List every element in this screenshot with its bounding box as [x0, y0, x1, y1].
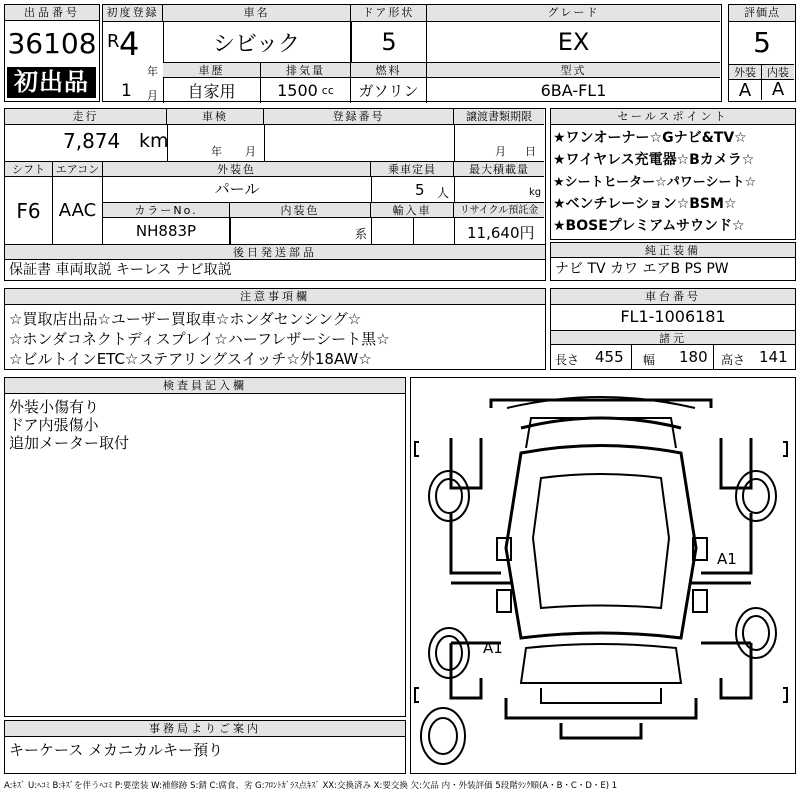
max-load-label: 最大積載量: [454, 161, 544, 177]
registration-month: 1: [121, 81, 132, 101]
later-parts-text: 保証書 車両取説 キーレス ナビ取説: [9, 262, 232, 278]
model-code-label: 型式: [427, 62, 720, 78]
exterior-label: 外装: [729, 64, 762, 80]
vehicle-name: シビック: [163, 22, 351, 62]
mileage-label: 走行: [5, 109, 167, 125]
recycle-fee-unit: 円: [519, 224, 535, 242]
standard-equipment-block: [550, 242, 796, 281]
height-label: 高さ: [721, 353, 746, 367]
interior-color-suffix: 系: [355, 227, 368, 241]
interior-color-label: 内装色: [230, 202, 371, 218]
chassis-label: 車台番号: [551, 289, 795, 305]
registration-era: R: [107, 31, 120, 52]
damage-diagram: [410, 377, 796, 774]
notes-line-2: ☆ホンダコネクトディスプレイ☆ハーフレザーシート黒☆: [9, 330, 390, 348]
fuel-label: 燃料: [351, 62, 427, 78]
divider: [413, 218, 414, 244]
inspector-line-3: 追加メーター取付: [9, 434, 130, 452]
registration-year: 4: [119, 25, 140, 63]
vehicle-info-table: [102, 4, 722, 102]
capacity-value: 5: [415, 181, 425, 199]
registration-year-unit: 年: [147, 65, 158, 78]
transfer-month-unit: 月: [495, 145, 506, 158]
notes-label: 注意事項欄: [5, 289, 545, 305]
width-value: 180: [679, 348, 708, 366]
standard-equipment-label: 純正装備: [551, 243, 795, 258]
recycle-label: リサイクル預託金: [454, 202, 544, 218]
recycle-fee: [467, 222, 535, 243]
doors-label: ドア形状: [351, 5, 427, 22]
shift-value: F6: [5, 177, 53, 244]
inspection-label: 車検: [167, 109, 264, 125]
interior-grade: A: [771, 79, 785, 100]
shift-label: シフト: [5, 161, 53, 177]
car-diagram-svg: [411, 378, 794, 772]
interior-label: 内装: [762, 64, 794, 80]
standard-equipment-text: ナビ TV カワ エアB PS PW: [555, 261, 729, 277]
exterior-color-value: パール: [214, 180, 260, 198]
sales-point-2: ★ワイヤレス充電器☆Bカメラ☆: [553, 152, 755, 168]
office-text: キーケース メカニカルキー預り: [9, 741, 224, 759]
length-value: 455: [595, 348, 624, 366]
width-label: 幅: [643, 353, 656, 367]
lot-block: [4, 4, 100, 102]
divider: [230, 218, 231, 244]
damage-mark-left-rear: A1: [483, 639, 503, 657]
details-table: [4, 108, 546, 281]
office-label: 事務局よりご案内: [5, 721, 405, 737]
sales-points-label: セールスポイント: [551, 109, 795, 125]
chassis-number: FL1-1006181: [620, 307, 726, 326]
sales-points-block: [550, 108, 796, 240]
inspector-block: [4, 377, 406, 717]
usage-value: 自家用: [163, 78, 261, 103]
transfer-deadline-label: 譲渡書類期限: [454, 109, 544, 125]
plate-label: 登録番号: [264, 109, 454, 125]
exterior-grade: A: [729, 80, 762, 100]
displacement-cell: [261, 78, 351, 103]
length-label: 長さ: [555, 353, 580, 367]
import-label: 輸入車: [371, 202, 454, 218]
fuel-value: ガソリン: [351, 78, 427, 103]
capacity-unit: 人: [437, 186, 450, 200]
damage-mark-right-door: A1: [717, 550, 737, 568]
divider: [264, 125, 265, 161]
doors-value: 5: [351, 22, 427, 62]
color-no-value: NH883P: [103, 218, 230, 244]
displacement-label: 排気量: [261, 62, 351, 78]
later-parts-label: 後日発送部品: [5, 244, 545, 260]
color-no-label: カラーNo.: [103, 202, 230, 218]
registration-month-unit: 月: [147, 89, 158, 102]
displacement-value: 1500: [277, 81, 318, 100]
mileage-value: 7,874: [63, 129, 121, 153]
divider: [713, 345, 714, 369]
transfer-day-unit: 日: [525, 145, 536, 158]
sales-point-5: ★BOSEプレミアムサウンド☆: [553, 218, 745, 234]
notes-line-1: ☆買取店出品☆ユーザー買取車☆ホンダセンシング☆: [9, 310, 362, 328]
divider: [454, 125, 455, 161]
height-value: 141: [759, 348, 788, 366]
chassis-block: [550, 288, 796, 370]
evaluation-block: [728, 4, 796, 102]
score-label: 評価点: [729, 5, 795, 22]
inspector-label: 検査員記入欄: [5, 378, 405, 394]
grade-value: EX: [557, 28, 590, 56]
capacity-label: 乗車定員: [371, 161, 454, 177]
divider: [631, 345, 632, 369]
mileage-unit: km: [139, 130, 169, 152]
first-listing-badge: 初出品: [7, 67, 96, 98]
lot-label: 出品番号: [5, 5, 99, 21]
sales-point-4: ★ベンチレーション☆BSM☆: [553, 196, 737, 212]
model-code-value: 6BA-FL1: [540, 81, 607, 100]
displacement-unit: cc: [321, 84, 334, 97]
divider: [167, 125, 168, 161]
notes-block: [4, 288, 546, 370]
max-load-unit: kg: [529, 187, 542, 198]
inspector-line-2: ドア内張傷小: [9, 416, 99, 434]
inspection-year-unit: 年: [211, 145, 222, 158]
sales-point-3: ★シートヒーター☆パワーシート☆: [553, 175, 757, 190]
dimensions-label: 諸元: [551, 330, 795, 345]
sales-point-1: ★ワンオーナー☆Gナビ&TV☆: [553, 130, 747, 146]
aircon-label: エアコン: [53, 161, 103, 177]
legend-text: A:ｷｽﾞ U:ﾍｺﾐ B:ｷｽﾞを伴うﾍｺﾐ P:要塗装 W:補修跡 S:錆 C:腐食、劣 G:ﾌﾛﾝﾄｶﾞﾗｽ点ｷｽﾞ XX:交換済み X:要交換 欠:欠品 内・外装評価 5段階ﾗﾝｸ順(A・B・C・D・E) 1: [4, 781, 618, 791]
vehicle-name-label: 車名: [163, 5, 351, 22]
usage-label: 車歴: [163, 62, 261, 78]
inspection-month-unit: 月: [245, 145, 256, 158]
grade-label: グレード: [427, 5, 720, 22]
office-block: [4, 720, 406, 774]
score-value: 5: [753, 26, 771, 59]
registration-label: 初度登録: [103, 5, 163, 22]
exterior-color-label: 外装色: [103, 161, 371, 177]
lot-number: 36108: [7, 27, 97, 60]
recycle-fee-value: 11,640: [467, 224, 520, 242]
aircon-value: AAC: [53, 177, 103, 244]
notes-line-3: ☆ビルトインETC☆ステアリングスイッチ☆外18AW☆: [9, 350, 372, 368]
inspector-line-1: 外装小傷有り: [9, 398, 100, 416]
